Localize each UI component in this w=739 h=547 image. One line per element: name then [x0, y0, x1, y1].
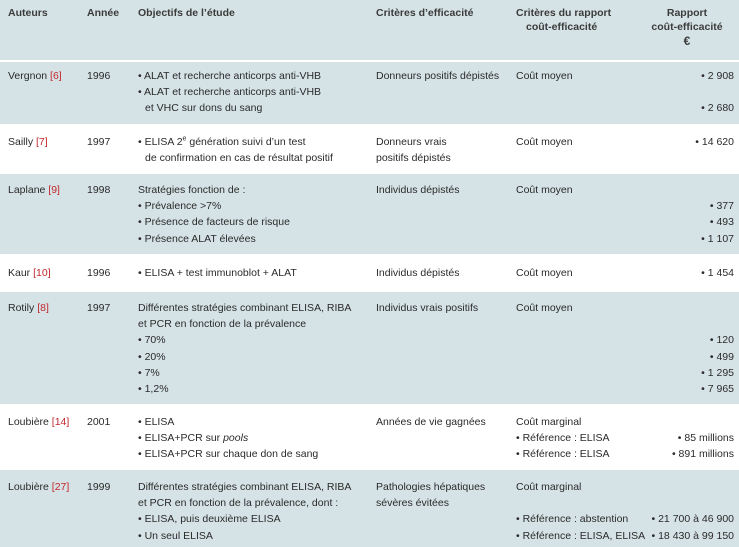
- ratio-cell: [650, 479, 734, 544]
- efficacy-line: Donneurs vrais: [376, 136, 447, 148]
- author-name: Loubière: [8, 481, 49, 493]
- cost-criteria-line: • Référence : ELISA, ELISA: [516, 529, 646, 542]
- cost-criteria-line: • Référence : ELISA: [516, 432, 610, 445]
- objective-line: [138, 134, 333, 150]
- efficacy-line: positifs dépistés: [376, 152, 451, 165]
- ratio-spacer: [650, 479, 734, 495]
- objectives-cell: [138, 479, 351, 544]
- objective-text: • ELISA+PCR sur: [138, 432, 224, 445]
- efficacy-cell: Individus dépistés: [376, 184, 460, 196]
- objective-line: Différentes stratégies combinant ELISA, RIBA: [138, 302, 352, 314]
- objective-line: • Présence ALAT élevées: [138, 232, 256, 245]
- ratio-value: • 1 107: [701, 232, 734, 245]
- ratio-value: • 120: [709, 334, 734, 347]
- objectives-cell: [138, 300, 351, 397]
- ratio-value: • 377: [709, 200, 734, 213]
- cost-criteria-cell: Coût moyen: [516, 267, 573, 279]
- efficacy-cell: Donneurs positifs dépistés: [376, 70, 500, 82]
- ratio-cell: [650, 68, 734, 117]
- cost-criteria-line: • Référence : abstention: [516, 513, 629, 526]
- objective-line: • ELISA+PCR sur chaque don de sang: [138, 448, 319, 461]
- ratio-spacer: [650, 182, 734, 198]
- reference-link[interactable]: [6]: [50, 70, 62, 82]
- year-cell: 1999: [87, 481, 111, 493]
- cost-criteria-cell: Coût moyen: [516, 184, 573, 196]
- efficacy-cell: [376, 479, 485, 511]
- header-efficacy-criteria: Critères d’efficacité: [376, 7, 474, 19]
- ratio-spacer: [650, 316, 734, 332]
- header-cost-criteria: [516, 6, 611, 34]
- objective-text: • ELISA 2: [138, 136, 183, 148]
- cost-criteria-cell: [516, 479, 645, 544]
- author-name: Vergnon: [8, 70, 48, 82]
- author-name: Kaur: [8, 267, 31, 279]
- header-ratio-line2: coût-efficacité: [651, 21, 723, 33]
- ratio-value: • 891 millions: [671, 448, 734, 461]
- header-ratio-line1: Rapport: [666, 7, 708, 19]
- author-cell: [8, 414, 69, 430]
- ratio-value: • 493: [709, 216, 734, 229]
- objective-italic-text: pools: [223, 432, 249, 445]
- objectives-cell: [138, 134, 333, 166]
- year-cell: 1997: [87, 302, 111, 314]
- year-cell: 1997: [87, 136, 111, 148]
- ratio-value: • 1 295: [701, 366, 734, 379]
- ratio-value: • 18 430 à 99 150: [651, 529, 734, 542]
- objective-line: • Un seul ELISA: [138, 529, 213, 542]
- objective-line: • Présence de facteurs de risque: [138, 216, 290, 229]
- ratio-value: • 21 700 à 46 900: [651, 513, 734, 526]
- table-row: [0, 256, 739, 290]
- efficacy-cell: Individus dépistés: [376, 267, 460, 279]
- author-cell: [8, 479, 69, 495]
- header-cost-criteria-line1: Critères du rapport: [516, 7, 612, 19]
- objective-line: • ELISA: [138, 416, 175, 428]
- year-cell: 1998: [87, 184, 111, 196]
- objective-line: • ALAT et recherche anticorps anti-VHB: [138, 70, 322, 82]
- ratio-value: • 2 680: [701, 102, 734, 115]
- author-cell: [8, 68, 62, 84]
- cost-criteria-line: • Référence : ELISA: [516, 448, 610, 461]
- table-header: [0, 0, 739, 60]
- cost-criteria-line: Coût marginal: [516, 416, 582, 428]
- ratio-cell: [650, 414, 734, 463]
- author-cell: [8, 182, 60, 198]
- objective-superscript: e: [182, 135, 187, 143]
- header-ratio-unit: €: [683, 34, 691, 48]
- author-cell: [8, 300, 49, 316]
- author-cell: [8, 265, 51, 281]
- table-row: [0, 406, 739, 468]
- ratio-value: • 85 millions: [677, 432, 734, 445]
- reference-link[interactable]: [27]: [51, 481, 70, 493]
- ratio-value: • 2 908: [701, 70, 734, 82]
- author-name: Sailly: [8, 136, 34, 148]
- objective-line: et PCR en fonction de la prévalence, dont :: [138, 497, 339, 510]
- year-cell: 1996: [87, 267, 111, 279]
- author-cell: [8, 134, 48, 150]
- objective-line: • Prévalence >7%: [138, 200, 222, 213]
- objective-text: génération suivi d’un test: [186, 136, 306, 148]
- objective-line: et VHC sur dons du sang: [145, 102, 263, 115]
- objective-line: • 70%: [138, 334, 166, 347]
- table-row: [0, 174, 739, 254]
- reference-link[interactable]: [10]: [33, 267, 51, 279]
- reference-link[interactable]: [8]: [37, 302, 49, 314]
- header-cost-criteria-line2: coût-efficacité: [526, 21, 598, 33]
- efficacy-line: Pathologies hépatiques: [376, 481, 486, 493]
- cost-criteria-line: Coût marginal: [516, 481, 582, 493]
- ratio-spacer: [650, 300, 734, 316]
- ratio-value: • 7 965: [701, 382, 734, 395]
- objectives-cell: • ELISA + test immunoblot + ALAT: [138, 267, 297, 279]
- ratio-value: • 499: [709, 350, 734, 363]
- objective-line: Différentes stratégies combinant ELISA, RIBA: [138, 481, 352, 493]
- objectives-cell: [138, 414, 318, 463]
- year-cell: 2001: [87, 416, 111, 428]
- objective-line: de confirmation en cas de résultat positif: [145, 152, 333, 165]
- ratio-spacer: [650, 414, 734, 430]
- cost-criteria-cell: Coût moyen: [516, 136, 573, 148]
- author-name: Loubière: [8, 416, 49, 428]
- author-name: Rotily: [8, 302, 35, 314]
- ratio-spacer: [650, 84, 734, 100]
- cost-criteria-cell: Coût moyen: [516, 70, 573, 82]
- objectives-cell: [138, 68, 321, 117]
- table-row: [0, 470, 739, 547]
- header-objectives: Objectifs de l’étude: [138, 7, 235, 19]
- header-year: Année: [87, 7, 120, 19]
- objective-line: • 1,2%: [138, 382, 169, 395]
- cost-criteria-spacer: [516, 495, 645, 511]
- objective-line: • ELISA, puis deuxième ELISA: [138, 513, 281, 526]
- reference-link[interactable]: [14]: [51, 416, 70, 428]
- cost-criteria-cell: Coût moyen: [516, 302, 573, 314]
- efficacy-line: sévères évitées: [376, 497, 449, 510]
- ratio-spacer: [650, 495, 734, 511]
- efficacy-cell: Années de vie gagnées: [376, 416, 486, 428]
- objective-line: et PCR en fonction de la prévalence: [138, 318, 307, 331]
- ratio-cell: [650, 300, 734, 397]
- author-name: Laplane: [8, 184, 46, 196]
- ratio-cell: • 14 620: [695, 136, 734, 148]
- ratio-cell: • 1 454: [701, 267, 734, 279]
- table-row: [0, 126, 739, 172]
- objectives-cell: [138, 182, 290, 247]
- objective-line: • 20%: [138, 350, 166, 363]
- efficacy-cell: [376, 134, 451, 166]
- objective-line: [138, 430, 318, 446]
- efficacy-cell: Individus vrais positifs: [376, 302, 479, 314]
- reference-link[interactable]: [9]: [48, 184, 60, 196]
- objective-line: Stratégies fonction de :: [138, 184, 246, 196]
- objective-line: • 7%: [138, 366, 160, 379]
- ratio-cell: [650, 182, 734, 247]
- header-authors: Auteurs: [8, 7, 48, 19]
- header-ratio: [640, 6, 734, 48]
- objective-line: • ALAT et recherche anticorps anti-VHB: [138, 86, 322, 99]
- table-row: [0, 292, 739, 404]
- year-cell: 1996: [87, 70, 111, 82]
- table-row: [0, 62, 739, 124]
- reference-link[interactable]: [7]: [36, 136, 48, 148]
- cost-criteria-cell: [516, 414, 610, 463]
